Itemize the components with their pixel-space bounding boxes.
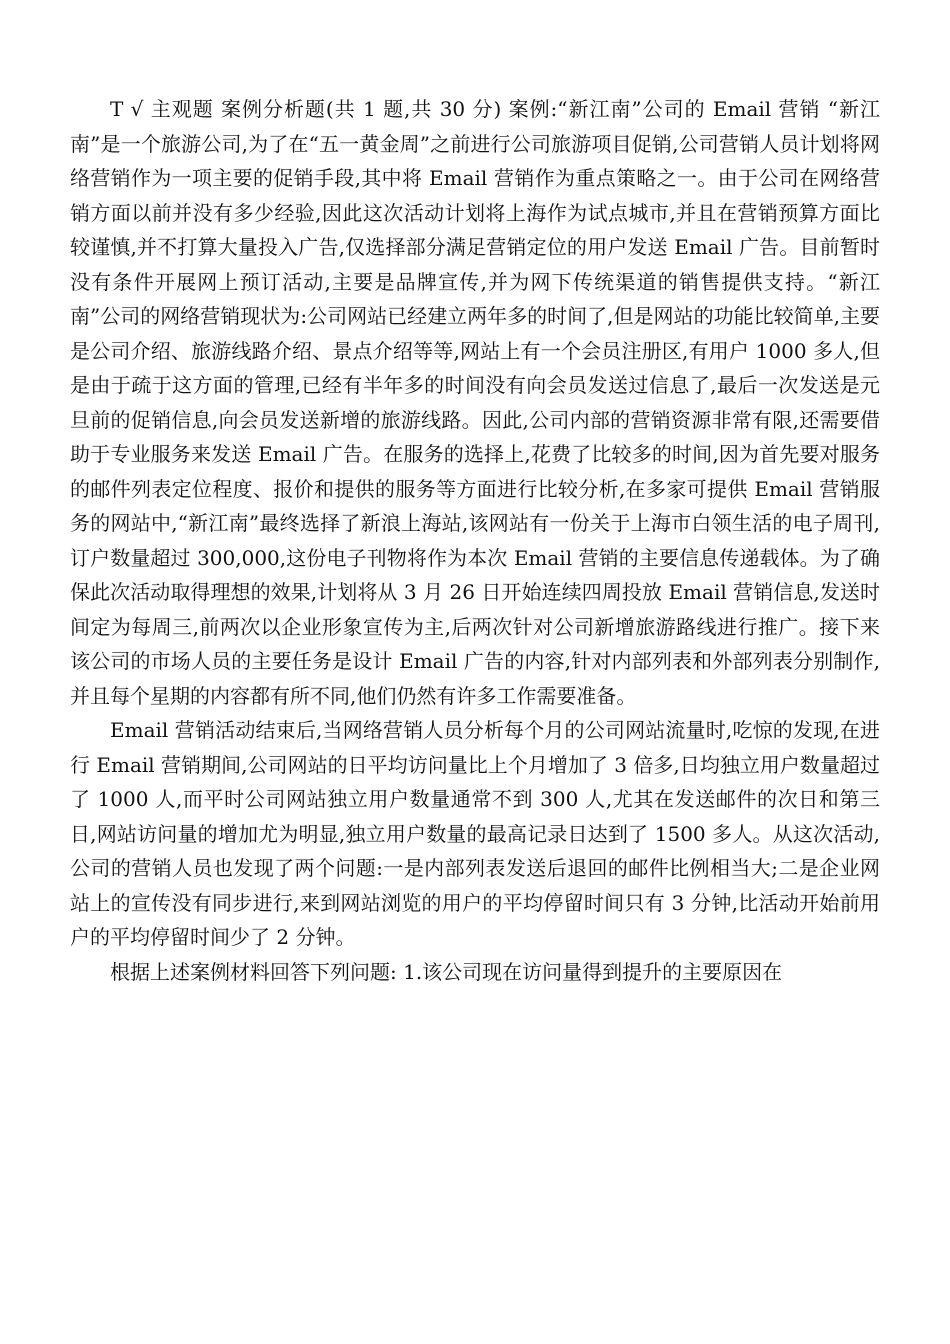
paragraph-question: 根据上述案例材料回答下列问题: 1.该公司现在访问量得到提升的主要原因在 xyxy=(110,959,783,984)
paragraph-campaign-results: Email 营销活动结束后,当网络营销人员分析每个月的公司网站流量时,吃惊的发现,在进行 Email 营销期间,公司网站的日平均访问量比上个月增加了 3 倍多,日均独立用户数量超过了 1000 人,而平时公司网站独立用户数量通常不到 300 人,尤其在发送邮件的次日和第三日,网站访问量的增加尤为明显,独立用户数量的最高记录日达到了 1500 多人。从这次活动,公司的营销人员也发现了两个问题:一是内部列表发送后退回的邮件比例相当大;二是企业网站上的宣传没有同步进行,来到网站浏览的用户的平均停留时间只有 3 分钟,比活动开始前用户的平均停留时间少了 2 分钟。 xyxy=(70,718,880,949)
paragraph-case-description: T √ 主观题 案例分析题(共 1 题,共 30 分) 案例:“新江南”公司的 Email 营销 “新江南”是一个旅游公司,为了在“五一黄金周”之前进行公司旅游项目促销,公司营销人员计划将网络营销作为一项主要的促销手段,其中将 Email 营销作为重点策略之一。由于公司在网络营销方面以前并没有多少经验,因此这次活动计划将上海作为试点城市,并且在营销预算方面比较谨慎,并不打算大量投入广告,仅选择部分满足营销定位的用户发送 Email 广告。目前暂时没有条件开展网上预订活动,主要是品牌宣传,并为网下传统渠道的销售提供支持。“新江南”公司的网络营销现状为:公司网站已经建立两年多的时间了,但是网站的功能比较简单,主要是公司介绍、旅游线路介绍、景点介绍等等,网站上有一个会员注册区,有用户 1000 多人,但是由于疏于这方面的管理,已经有半年多的时间没有向会员发送过信息了,最后一次发送是元旦前的促销信息,向会员发送新增的旅游线路。因此,公司内部的营销资源非常有限,还需要借助于专业服务来发送 Email 广告。在服务的选择上,花费了比较多的时间,因为首先要对服务的邮件列表定位程度、报价和提供的服务等方面进行比较分析,在多家可提供 Email 营销服务的网站中,“新江南”最终选择了新浪上海站,该网站有一份关于上海市白领生活的电子周刊,订户数量超过 300,000,这份电子刊物将作为本次 Email 营销的主要信息传递载体。为了确保此次活动取得理想的效果,计划将从 3 月 26 日开始连续四周投放 Email 营销信息,发送时间定为每周三,前两次以企业形象宣传为主,后两次针对公司新增旅游路线进行推广。接下来该公司的市场人员的主要任务是设计 Email 广告的内容,针对内部列表和外部列表分别制作,并且每个星期的内容都有所不同,他们仍然有许多工作需要准备。 xyxy=(70,97,880,708)
